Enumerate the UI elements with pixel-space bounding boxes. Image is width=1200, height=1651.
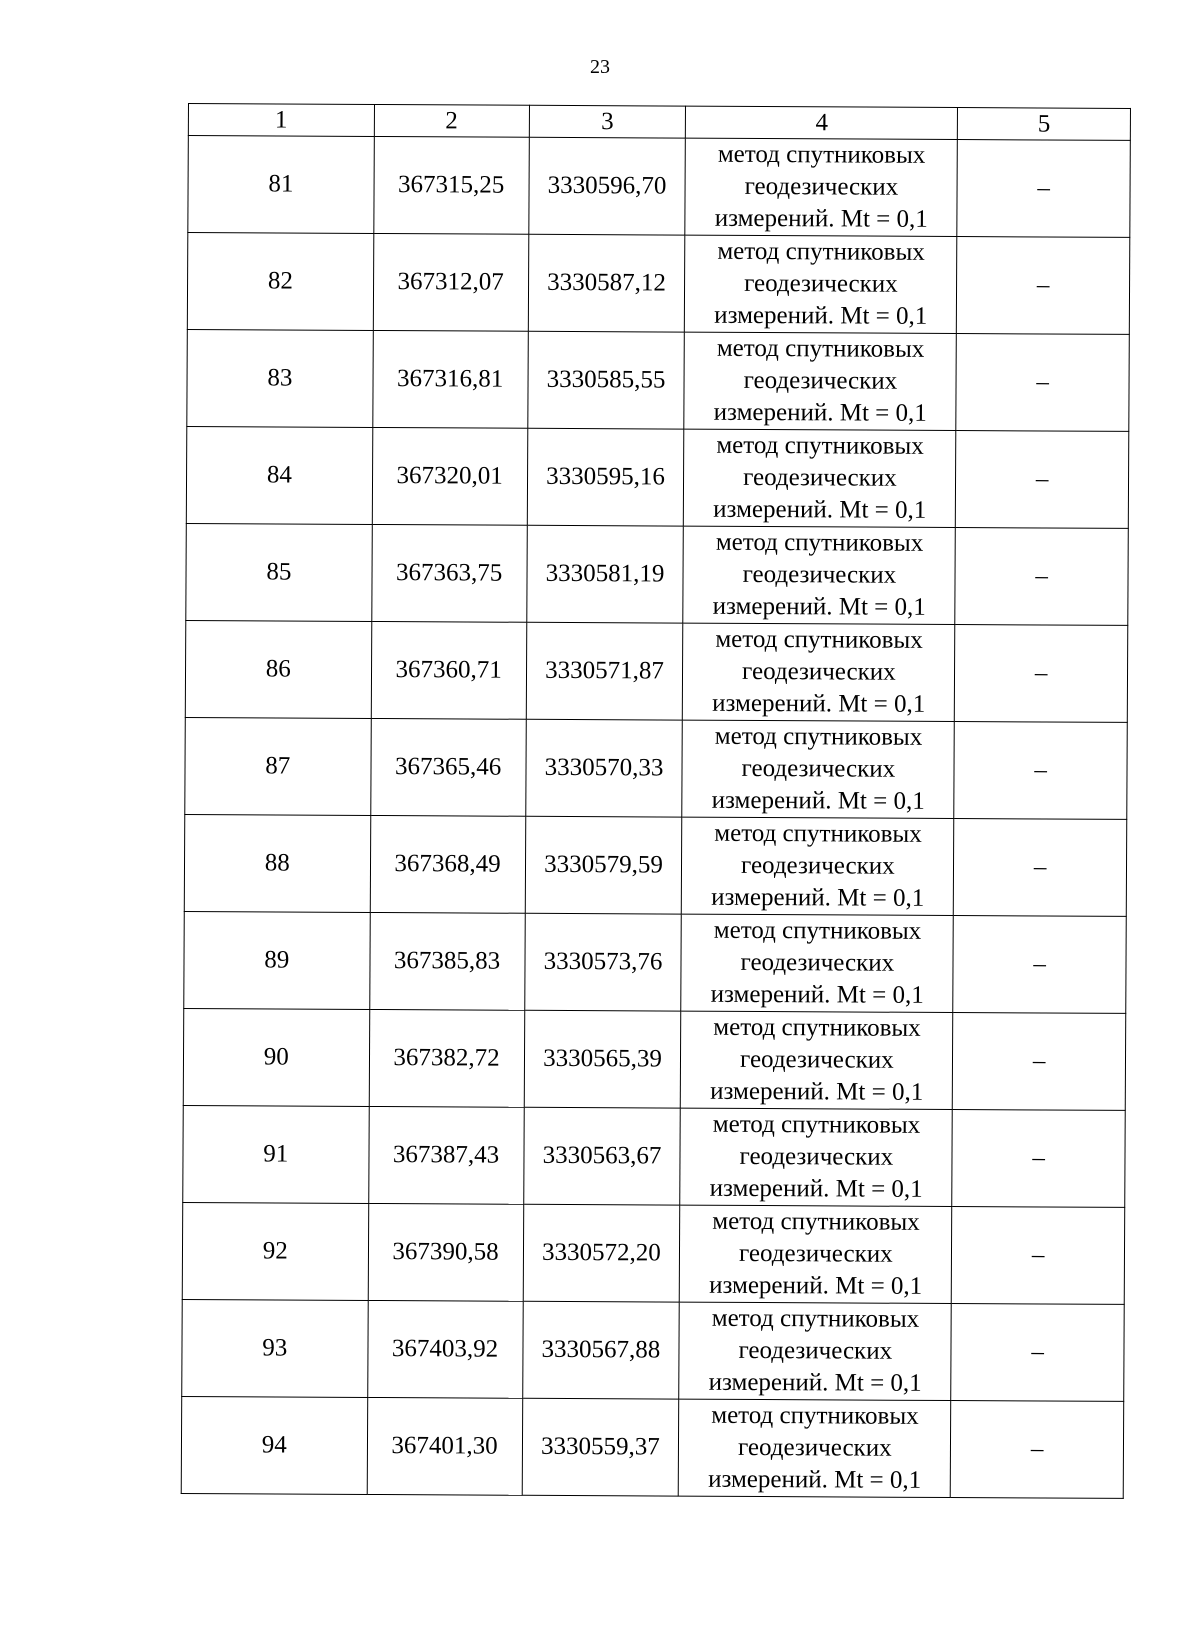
method-cell bbox=[681, 914, 953, 1012]
method-line-1: метод спутниковых bbox=[716, 431, 924, 460]
point-number-cell: 84 bbox=[186, 426, 372, 524]
y-coordinate-cell: 3330571,87 bbox=[526, 622, 683, 720]
y-coordinate-cell: 3330570,33 bbox=[525, 719, 682, 817]
method-line-3: измерений. Mt = 0,1 bbox=[708, 1465, 922, 1494]
y-coordinate-cell: 3330567,88 bbox=[522, 1301, 679, 1399]
note-cell: – bbox=[954, 819, 1127, 917]
method-line-3: измерений. Mt = 0,1 bbox=[713, 495, 927, 524]
note-cell: – bbox=[954, 722, 1127, 820]
y-coordinate-cell: 3330559,37 bbox=[522, 1398, 679, 1496]
method-line-3: измерений. Mt = 0,1 bbox=[714, 204, 928, 233]
y-coordinate-cell: 3330581,19 bbox=[526, 525, 683, 623]
method-line-1: метод спутниковых bbox=[714, 722, 923, 751]
method-cell bbox=[684, 332, 956, 430]
point-number-cell: 90 bbox=[183, 1008, 369, 1106]
point-number-cell: 93 bbox=[182, 1299, 368, 1397]
x-coordinate-cell: 367320,01 bbox=[372, 427, 527, 525]
point-number-cell: 81 bbox=[188, 136, 374, 234]
table-row bbox=[185, 620, 1127, 722]
y-coordinate-cell: 3330565,39 bbox=[524, 1010, 681, 1108]
note-cell: – bbox=[956, 431, 1129, 529]
method-line-2: геодезических bbox=[742, 657, 896, 686]
coordinates-table bbox=[181, 103, 1131, 1499]
method-cell bbox=[681, 1011, 953, 1109]
x-coordinate-cell: 367385,83 bbox=[369, 912, 524, 1010]
method-line-3: измерений. Mt = 0,1 bbox=[713, 398, 927, 427]
x-coordinate-cell: 367316,81 bbox=[372, 330, 527, 428]
method-line-1: метод спутниковых bbox=[712, 1110, 921, 1139]
method-line-3: измерений. Mt = 0,1 bbox=[714, 301, 928, 330]
method-line-1: метод спутниковых bbox=[715, 625, 923, 654]
table-row bbox=[188, 136, 1130, 238]
method-line-2: геодезических bbox=[744, 269, 898, 298]
note-cell: – bbox=[957, 237, 1130, 335]
point-number-cell: 83 bbox=[187, 329, 373, 427]
table-row bbox=[182, 1202, 1124, 1304]
y-coordinate-cell: 3330596,70 bbox=[528, 137, 685, 235]
method-line-3: измерений. Mt = 0,1 bbox=[711, 786, 925, 815]
method-line-1: метод спутниковых bbox=[717, 140, 926, 169]
note-cell: – bbox=[957, 140, 1130, 238]
method-line-1: метод спутниковых bbox=[716, 334, 925, 363]
header-row bbox=[188, 104, 1130, 141]
method-cell bbox=[684, 429, 956, 527]
header-col-5: 5 bbox=[958, 108, 1131, 141]
method-line-2: геодезических bbox=[743, 366, 898, 395]
y-coordinate-cell: 3330587,12 bbox=[528, 234, 685, 332]
method-cell bbox=[680, 1108, 952, 1206]
y-coordinate-cell: 3330585,55 bbox=[527, 331, 684, 429]
method-line-3: измерений. Mt = 0,1 bbox=[708, 1368, 922, 1397]
table-row bbox=[186, 426, 1128, 528]
point-number-cell: 92 bbox=[182, 1202, 368, 1300]
point-number-cell: 87 bbox=[185, 717, 371, 815]
note-cell: – bbox=[956, 334, 1129, 432]
method-line-1: метод спутниковых bbox=[715, 528, 924, 557]
method-line-1: метод спутниковых bbox=[711, 1401, 919, 1430]
method-line-2: геодезических bbox=[742, 560, 897, 589]
point-number-cell: 82 bbox=[187, 233, 373, 331]
method-line-3: измерений. Mt = 0,1 bbox=[712, 689, 926, 718]
x-coordinate-cell: 367403,92 bbox=[367, 1300, 522, 1398]
method-line-1: метод спутниковых bbox=[713, 916, 922, 945]
table-row bbox=[182, 1299, 1124, 1401]
method-line-2: геодезических bbox=[737, 1433, 892, 1462]
method-cell bbox=[683, 623, 955, 721]
method-line-2: геодезических bbox=[741, 851, 895, 880]
y-coordinate-cell: 3330579,59 bbox=[525, 816, 682, 914]
table-row bbox=[187, 329, 1129, 431]
method-cell bbox=[680, 1205, 952, 1303]
method-cell bbox=[679, 1399, 951, 1497]
point-number-cell: 89 bbox=[184, 911, 370, 1009]
method-line-1: метод спутниковых bbox=[713, 1013, 921, 1042]
note-cell: – bbox=[951, 1401, 1124, 1499]
method-line-3: измерений. Mt = 0,1 bbox=[709, 1174, 923, 1203]
point-number-cell: 85 bbox=[186, 523, 372, 621]
method-line-2: геодезических bbox=[738, 1336, 893, 1365]
table-header bbox=[188, 104, 1130, 141]
note-cell: – bbox=[955, 528, 1128, 626]
note-cell: – bbox=[952, 1207, 1125, 1305]
y-coordinate-cell: 3330572,20 bbox=[523, 1204, 680, 1302]
note-cell: – bbox=[953, 916, 1126, 1014]
table-body bbox=[181, 136, 1130, 1499]
point-number-cell: 86 bbox=[185, 620, 371, 718]
method-line-3: измерений. Mt = 0,1 bbox=[712, 592, 926, 621]
x-coordinate-cell: 367315,25 bbox=[373, 136, 528, 234]
point-number-cell: 91 bbox=[183, 1105, 369, 1203]
method-line-1: метод спутниковых bbox=[714, 819, 922, 848]
method-line-1: метод спутниковых bbox=[712, 1207, 920, 1236]
method-line-2: геодезических bbox=[741, 754, 896, 783]
method-cell bbox=[683, 526, 955, 624]
x-coordinate-cell: 367387,43 bbox=[368, 1106, 523, 1204]
method-cell bbox=[679, 1302, 951, 1400]
table-row bbox=[183, 1008, 1125, 1110]
method-line-1: метод спутниковых bbox=[717, 237, 925, 266]
x-coordinate-cell: 367401,30 bbox=[367, 1397, 522, 1495]
method-line-1: метод спутниковых bbox=[711, 1304, 920, 1333]
y-coordinate-cell: 3330595,16 bbox=[527, 428, 684, 526]
note-cell: – bbox=[952, 1110, 1125, 1208]
x-coordinate-cell: 367382,72 bbox=[369, 1009, 524, 1107]
table-row bbox=[185, 717, 1127, 819]
x-coordinate-cell: 367363,75 bbox=[371, 524, 526, 622]
method-cell bbox=[682, 817, 954, 915]
table-row bbox=[186, 523, 1128, 625]
method-line-3: измерений. Mt = 0,1 bbox=[709, 1271, 923, 1300]
x-coordinate-cell: 367365,46 bbox=[370, 718, 525, 816]
table-row bbox=[184, 814, 1126, 916]
method-line-2: геодезических bbox=[739, 1045, 894, 1074]
header-col-2: 2 bbox=[374, 104, 529, 137]
method-cell bbox=[685, 138, 957, 236]
x-coordinate-cell: 367390,58 bbox=[368, 1203, 523, 1301]
method-line-2: геодезических bbox=[740, 948, 895, 977]
method-line-3: измерений. Mt = 0,1 bbox=[710, 980, 924, 1009]
table-row bbox=[187, 233, 1129, 335]
method-line-2: геодезических bbox=[738, 1239, 893, 1268]
header-col-1: 1 bbox=[188, 104, 374, 137]
x-coordinate-cell: 367360,71 bbox=[371, 621, 526, 719]
page-number: 23 bbox=[590, 56, 610, 78]
method-line-2: геодезических bbox=[743, 463, 897, 492]
point-number-cell: 94 bbox=[181, 1396, 367, 1494]
y-coordinate-cell: 3330563,67 bbox=[523, 1107, 680, 1205]
header-col-4: 4 bbox=[686, 106, 958, 139]
method-cell bbox=[682, 720, 954, 818]
method-line-3: измерений. Mt = 0,1 bbox=[710, 1077, 924, 1106]
table-row bbox=[183, 1105, 1125, 1207]
note-cell: – bbox=[955, 625, 1128, 723]
header-col-3: 3 bbox=[529, 105, 686, 138]
x-coordinate-cell: 367368,49 bbox=[370, 815, 525, 913]
table-row bbox=[181, 1396, 1123, 1498]
method-cell bbox=[685, 235, 957, 333]
note-cell: – bbox=[953, 1013, 1126, 1111]
point-number-cell: 88 bbox=[184, 814, 370, 912]
method-line-3: измерений. Mt = 0,1 bbox=[711, 883, 925, 912]
x-coordinate-cell: 367312,07 bbox=[373, 233, 528, 331]
table-row bbox=[184, 911, 1126, 1013]
y-coordinate-cell: 3330573,76 bbox=[524, 913, 681, 1011]
method-line-2: геодезических bbox=[739, 1142, 894, 1171]
note-cell: – bbox=[951, 1304, 1124, 1402]
method-line-2: геодезических bbox=[744, 172, 899, 201]
